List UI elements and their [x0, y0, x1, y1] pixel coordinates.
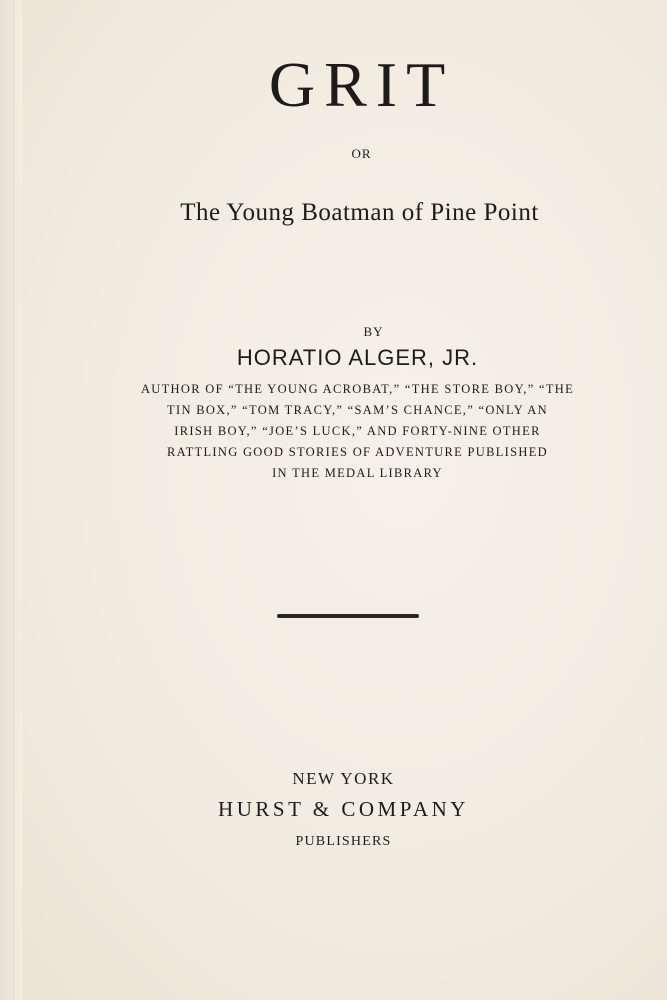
by-line: BY	[363, 324, 384, 339]
title-conjunction: OR	[351, 146, 372, 161]
author-suffix: JR.	[442, 345, 479, 370]
credits-line: RATTLING GOOD STORIES OF ADVENTURE PUBLISHED	[167, 445, 548, 459]
publisher-label: PUBLISHERS	[295, 834, 392, 849]
credits-line: IN THE MEDAL LIBRARY	[272, 466, 443, 480]
credits-line: TIN BOX,” “TOM TRACY,” “SAM’S CHANCE,” “ONLY AN	[167, 403, 548, 417]
imprint-city: NEW YORK	[292, 769, 395, 788]
author-name	[24, 343, 667, 373]
credits-line: IRISH BOY,” “JOE’S LUCK,” AND FORTY-NINE OTHER	[174, 424, 541, 438]
credits-line: AUTHOR OF “THE YOUNG ACROBAT,” “THE STORE BOY,” “THE	[140, 382, 575, 396]
publisher-name: HURST & COMPANY	[218, 797, 469, 821]
author-name-text: HORATIO ALGER,	[236, 345, 436, 370]
book-title: GRIT	[268, 49, 455, 120]
decorative-rule	[277, 614, 419, 618]
author-credits	[24, 379, 667, 484]
book-subtitle: The Young Boatman of Pine Point	[180, 199, 539, 226]
